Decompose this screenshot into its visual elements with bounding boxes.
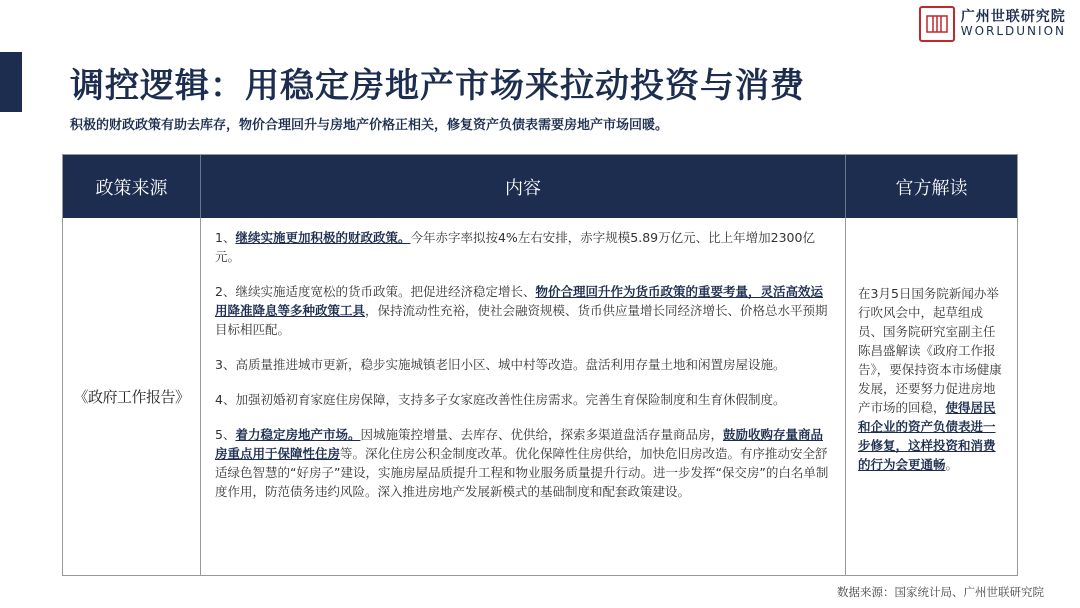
data-source-note: 数据来源：国家统计局、广州世联研究院 [837, 585, 1044, 599]
interpretation-text: 在3月5日国务院新闻办举行吹风会中，起草组成员、国务院研究室副主任陈昌盛解读《政府工作报告》，要保持资本市场健康发展，还要努力促进房地产市场的回稳， [858, 286, 1002, 415]
logo-en-text: WORLDUNION [960, 24, 1066, 39]
interpretation-cell [845, 218, 1017, 575]
content-item-5 [215, 425, 829, 501]
interpretation-highlight: 使得居民和企业的资产负债表进一步修复，这样投资和消费的行为会更通畅 [858, 400, 996, 472]
table-header-row [63, 155, 1017, 218]
interpretation-text: 。 [945, 457, 959, 472]
content-item-highlight: 继续实施更加积极的财政政策。 [235, 230, 411, 245]
header-content: 内容 [200, 155, 845, 218]
brand-logo [919, 6, 1066, 42]
content-item-text: 5、 [215, 427, 236, 442]
policy-table [62, 154, 1018, 576]
content-item-highlight: 鼓励收购存量商品房重点用于保障性住房 [215, 427, 823, 461]
content-item-2 [215, 282, 829, 339]
content-item-text: 1、 [215, 230, 236, 245]
table-row [63, 218, 1017, 575]
content-cell [200, 218, 845, 575]
content-item-highlight: 着力稳定房地产市场。 [235, 427, 361, 442]
content-item-text: 4、加强初婚初育家庭住房保障，支持多子女家庭改善性住房需求。完善生育保险制度和生育休假制度。 [215, 392, 786, 407]
header-official-interpretation: 官方解读 [845, 155, 1017, 218]
logo-cn-text: 广州世联研究院 [960, 8, 1066, 25]
content-item-text: ，保持流动性充裕，使社会融资规模、货币供应量增长同经济增长、价格总水平预期目标相匹配。 [215, 303, 828, 337]
content-item-highlight: 物价合理回升作为货币政策的重要考量，灵活高效运用降准降息等多种政策工具 [215, 284, 823, 318]
content-item-1 [215, 228, 829, 266]
content-item-4 [215, 390, 829, 409]
content-item-text: 2、继续实施适度宽松的货币政策。把促进经济稳定增长、 [215, 284, 536, 299]
content-item-text: 等。深化住房公积金制度改革。优化保障性住房供给，加快危旧房改造。有序推动安全舒适绿色智慧的“好房子”建设，实施房屋品质提升工程和物业服务质量提升行动。进一步发挥“保交房”的白名单制度作用，防范债务违约风险。深入推进房地产发展新模式的基础制度和配套政策建设。 [215, 446, 829, 499]
content-item-text: 3、高质量推进城市更新，稳步实施城镇老旧小区、城中村等改造。盘活利用存量土地和闲置房屋设施。 [215, 357, 786, 372]
content-item-text: 今年赤字率拟按4%左右安排，赤字规模5.89万亿元、比上年增加2300亿元。 [215, 230, 815, 264]
header-policy-source: 政策来源 [95, 177, 168, 199]
content-item-text: 因城施策控增量、去库存、优供给，探索多渠道盘活存量商品房， [360, 427, 723, 442]
policy-source-cell: 《政府工作报告》 [73, 388, 190, 406]
content-item-3 [215, 355, 829, 374]
accent-bar [0, 52, 22, 112]
page-subtitle: 积极的财政政策有助去库存，物价合理回升与房地产价格正相关，修复资产负债表需要房地产市场回暖。 [70, 118, 669, 133]
interpretation-text [858, 284, 1005, 474]
page-title: 调控逻辑：用稳定房地产市场来拉动投资与消费 [70, 66, 805, 106]
brand-logo-icon [919, 6, 955, 42]
